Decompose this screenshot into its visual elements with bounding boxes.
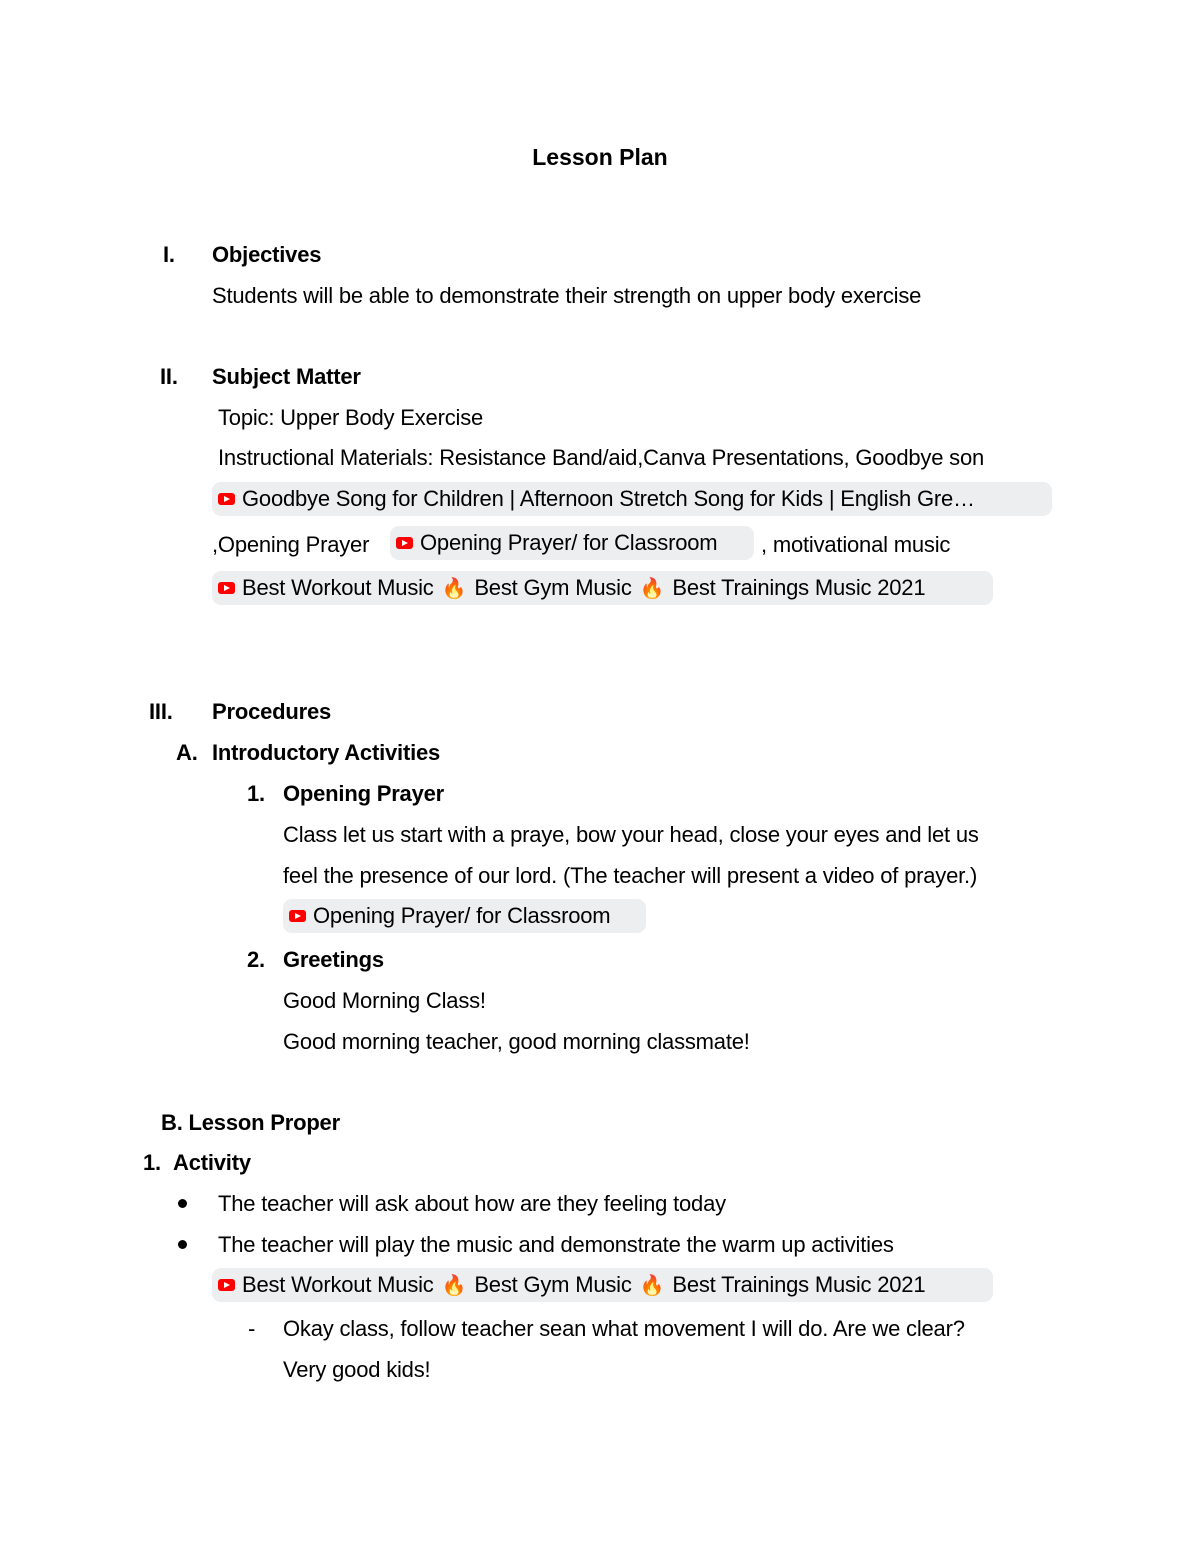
prayer-suffix-text: , motivational music <box>761 532 951 557</box>
video-chip-label-part1: Best Workout Music <box>242 1272 434 1297</box>
fire-icon: 🔥 <box>441 1274 467 1297</box>
youtube-icon <box>218 582 235 594</box>
youtube-icon <box>289 910 306 922</box>
activity-bullet-1: The teacher will ask about how are they feeling today <box>218 1191 726 1216</box>
video-chip-opening-prayer-2[interactable] <box>283 899 646 933</box>
activity-bullet-2: The teacher will play the music and demonstrate the warm up activities <box>218 1232 894 1257</box>
youtube-icon <box>396 537 413 549</box>
video-chip-label: Goodbye Song for Children | Afternoon Stretch Song for Kids | English Gre… <box>242 486 975 511</box>
video-chip-label-part2: Best Gym Music <box>474 1272 632 1297</box>
video-chip-label-part3: Best Trainings Music 2021 <box>672 1272 926 1297</box>
dash-line-2: Very good kids! <box>283 1357 431 1382</box>
video-chip-workout-music[interactable] <box>212 571 993 605</box>
subsection-heading-intro: Introductory Activities <box>212 740 441 765</box>
bullet-icon <box>178 1240 187 1249</box>
fire-icon: 🔥 <box>639 577 665 600</box>
video-chip-label: Opening Prayer/ for Classroom <box>313 903 611 928</box>
section-heading-objectives: Objectives <box>212 242 322 267</box>
prayer-prefix-text: ,Opening Prayer <box>212 532 370 557</box>
page-title: Lesson Plan <box>532 144 668 170</box>
video-chip-opening-prayer[interactable] <box>390 526 754 560</box>
video-chip-workout-music-2[interactable] <box>212 1268 993 1302</box>
subsection-letter-intro: A. <box>176 740 198 765</box>
item-number-greetings: 2. <box>247 947 265 972</box>
prayer-text-line2: feel the presence of our lord. (The teacher will present a video of prayer.) <box>283 863 978 888</box>
greetings-line2: Good morning teacher, good morning classmate! <box>283 1029 750 1054</box>
section-numeral-subject-matter: II. <box>160 364 178 389</box>
section-heading-subject-matter: Subject Matter <box>212 364 361 389</box>
youtube-icon <box>218 493 235 505</box>
item-heading-prayer: Opening Prayer <box>283 781 445 806</box>
materials-line: Instructional Materials: Resistance Band/aid,Canva Presentations, Goodbye son <box>218 445 985 470</box>
section-numeral-objectives: I. <box>163 242 175 267</box>
dash-marker: - <box>248 1316 256 1341</box>
fire-icon: 🔥 <box>441 577 467 600</box>
dash-line-1: Okay class, follow teacher sean what movement I will do. Are we clear? <box>283 1316 965 1341</box>
video-chip-label-part3: Best Trainings Music 2021 <box>672 575 926 600</box>
objectives-text: Students will be able to demonstrate their strength on upper body exercise <box>212 283 922 308</box>
section-heading-procedures: Procedures <box>212 699 332 724</box>
youtube-icon <box>218 1279 235 1291</box>
prayer-text-line1: Class let us start with a praye, bow your head, close your eyes and let us <box>283 822 979 847</box>
video-chip-label: Opening Prayer/ for Classroom <box>420 530 718 555</box>
subsection-heading-lesson-proper: B. Lesson Proper <box>161 1110 340 1135</box>
topic-line: Topic: Upper Body Exercise <box>218 405 484 430</box>
bullet-icon <box>178 1199 187 1208</box>
item-heading-activity: Activity <box>173 1150 251 1175</box>
item-number-prayer: 1. <box>247 781 265 806</box>
item-heading-greetings: Greetings <box>283 947 384 972</box>
item-number-activity: 1. <box>143 1150 161 1175</box>
video-chip-label-part2: Best Gym Music <box>474 575 632 600</box>
fire-icon: 🔥 <box>639 1274 665 1297</box>
section-numeral-procedures: III. <box>149 699 173 724</box>
video-chip-goodbye-song[interactable] <box>212 482 1052 516</box>
video-chip-label-part1: Best Workout Music <box>242 575 434 600</box>
greetings-line1: Good Morning Class! <box>283 988 486 1013</box>
